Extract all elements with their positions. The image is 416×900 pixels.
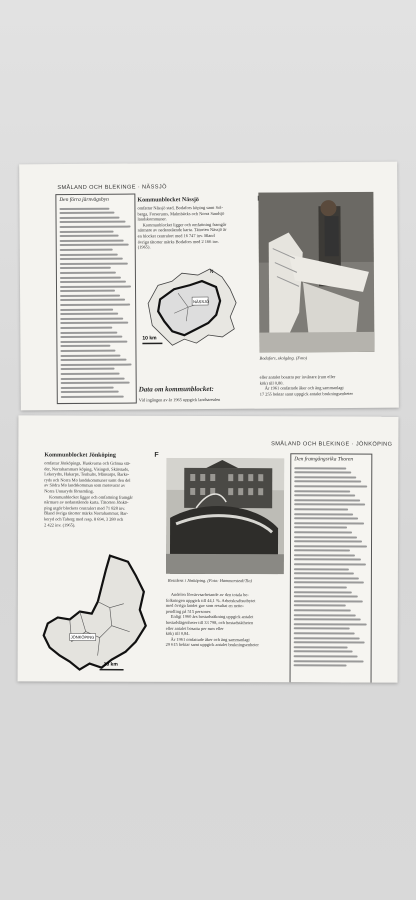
- map-scale-label: 10 km: [103, 661, 118, 668]
- text-line-placeholder: [294, 651, 353, 653]
- body-line: Kommunblocket ligger och omfattning framgår: [49, 494, 133, 500]
- text-line-placeholder: [294, 637, 360, 639]
- text-line-placeholder: [60, 235, 119, 237]
- body-line: med övriga landet gav som resultat en netto-: [165, 603, 244, 609]
- photo-residence: [166, 458, 284, 574]
- text-line-placeholder: [60, 327, 112, 329]
- text-line-placeholder: [60, 294, 120, 296]
- map-center-label: JÖNKÖPING: [70, 634, 95, 640]
- text-line-placeholder: [60, 258, 123, 260]
- map-nassjo: [138, 263, 245, 352]
- text-line-placeholder: [294, 559, 361, 561]
- text-line-placeholder: [294, 467, 346, 469]
- body-line: Enligt 1960 års bostadsräkning uppgick antalet: [170, 614, 254, 620]
- body-line: der, Norrahammars köping, Visingsö, Skärstads,: [44, 466, 130, 472]
- text-line-placeholder: [61, 373, 120, 375]
- text-line-placeholder: [294, 504, 365, 506]
- text-line-placeholder: [60, 253, 118, 255]
- sidebar-box: [290, 453, 373, 682]
- mid-column-text: [166, 592, 286, 648]
- text-line-placeholder: [294, 481, 361, 483]
- text-line-placeholder: [294, 531, 352, 533]
- text-line-placeholder: [60, 262, 128, 264]
- text-line-placeholder: [60, 345, 110, 347]
- section-body: [137, 205, 261, 251]
- text-line-placeholder: [294, 550, 350, 552]
- box-text: [56, 204, 135, 402]
- body-line: (1965).: [137, 244, 151, 250]
- text-line-placeholder: [60, 331, 117, 333]
- body-line: omfattar Jönköpings, Huskvarna och Gränna stä-: [44, 460, 131, 466]
- text-line-placeholder: [294, 499, 360, 501]
- box-title: Den framgångsrika Thoren: [294, 456, 354, 463]
- text-line-placeholder: [294, 655, 358, 657]
- text-line-placeholder: [60, 267, 111, 269]
- body-line: 2 422 inv. (1965).: [44, 521, 76, 528]
- text-line-placeholder: [294, 476, 356, 478]
- text-line-placeholder: [60, 249, 113, 251]
- page-header: SMÅLAND OCH BLEKINGE · JÖNKÖPING: [271, 441, 393, 448]
- text-line-placeholder: [61, 363, 132, 365]
- text-line-placeholder: [294, 586, 347, 588]
- sidebar-box: [55, 194, 136, 405]
- text-line-placeholder: [60, 285, 131, 287]
- body-line: Kommunblocket ligger och omfattning framgår: [142, 221, 227, 228]
- text-line-placeholder: [59, 207, 109, 209]
- text-line-placeholder: [60, 299, 125, 301]
- map-north-label: N: [209, 268, 214, 275]
- body-line: av Södra Mo landskommun som motsvarar av: [44, 482, 126, 489]
- text-line-placeholder: [294, 540, 362, 542]
- text-line-placeholder: [61, 368, 115, 370]
- section-body: [44, 460, 166, 528]
- text-line-placeholder: [294, 490, 350, 492]
- data-subheading: Data om kommunblocket:: [138, 384, 214, 394]
- body-line: Lekerydts, Hakarps, Tenhults, Månsarps, Barke-: [44, 471, 130, 477]
- text-line-placeholder: [60, 226, 131, 228]
- text-line-placeholder: [60, 272, 116, 274]
- text-line-placeholder: [294, 609, 351, 611]
- text-line-placeholder: [60, 221, 126, 223]
- text-line-placeholder: [294, 596, 358, 598]
- text-line-placeholder: [60, 336, 122, 338]
- text-line-placeholder: [61, 386, 114, 388]
- text-line-placeholder: [60, 322, 128, 324]
- body-line: en blocket centralort med 16 747 inv. Bland: [137, 232, 215, 239]
- body-line: 29 615 hektar samt uppgick antalet brukningsenheter: [165, 642, 259, 648]
- text-line-placeholder: [294, 614, 356, 616]
- text-line-placeholder: [60, 354, 120, 356]
- body-line: landskommuner.: [137, 216, 167, 222]
- box-title: Den förra järnvägsbyn: [59, 196, 109, 204]
- text-line-placeholder: [294, 591, 352, 593]
- text-line-placeholder: [294, 577, 359, 579]
- text-line-placeholder: [294, 660, 364, 662]
- text-line-placeholder: [60, 317, 123, 319]
- text-line-placeholder: [61, 359, 127, 361]
- text-line-placeholder: [60, 350, 115, 352]
- text-line-placeholder: [61, 382, 130, 384]
- text-line-placeholder: [294, 513, 353, 515]
- text-line-placeholder: [60, 276, 121, 278]
- text-line-placeholder: [60, 304, 130, 306]
- text-line-placeholder: [294, 600, 363, 602]
- section-title: Kommunblocket Jönköping: [44, 452, 116, 459]
- text-line-placeholder: [60, 308, 113, 310]
- body-line: folkningen uppgick till 44,1 %. Arbetskraftsutbytet: [165, 597, 256, 603]
- text-line-placeholder: [61, 377, 125, 379]
- body-line: berga, Forserums, Malmbäcks och Norra Sandsjö: [137, 210, 225, 217]
- bottom-text: Vid ingången av år 1965 uppgick landsarealen: [138, 396, 221, 403]
- page-header: SMÅLAND OCH BLEKINGE · NÄSSJÖ: [57, 184, 167, 192]
- body-line: Norra Unnaryds församling.: [44, 488, 94, 494]
- text-line-placeholder: [59, 212, 114, 214]
- body-line: År 1961 omfattade åker och äng sammanlagt: [170, 636, 250, 642]
- text-line-placeholder: [294, 664, 347, 666]
- box-text: [291, 463, 372, 670]
- text-line-placeholder: [60, 216, 120, 218]
- page-jonkoping: [18, 415, 399, 682]
- text-line-placeholder: [294, 632, 355, 634]
- right-column-text: [260, 374, 378, 397]
- body-line: pendling på 515 personer.: [165, 608, 212, 614]
- text-line-placeholder: [294, 641, 365, 643]
- body-line: Andelen förvärvsarbetande av den totala be-: [170, 591, 249, 598]
- text-line-placeholder: [294, 494, 355, 496]
- text-line-placeholder: [294, 623, 367, 625]
- text-line-placeholder: [294, 646, 348, 648]
- section-letter: F: [154, 451, 159, 459]
- body-line: kök) till 0,84.: [165, 631, 190, 637]
- body-line: Bland övriga tätorter märks Norrahammar, Bar-: [44, 510, 128, 517]
- text-line-placeholder: [61, 396, 124, 398]
- text-line-placeholder: [294, 618, 361, 620]
- text-line-placeholder: [294, 508, 348, 510]
- text-line-placeholder: [60, 230, 114, 232]
- text-line-placeholder: [60, 340, 127, 342]
- body-line: övriga tätorter märks Bodafors med 2 166 inv.: [137, 238, 219, 245]
- text-line-placeholder: [294, 485, 367, 487]
- body-line: År 1961 omfattade åker och äng sammanlagt: [264, 385, 344, 391]
- body-line: kök) till 0,80.: [259, 380, 284, 386]
- map-center-label: NÄSSJÖ: [193, 298, 210, 305]
- body-line: 17 255 hektar samt uppgick antalet brukningsenheter: [259, 390, 353, 397]
- text-line-placeholder: [60, 239, 124, 241]
- photo-caption: Residens i Jönköping. (Foto: Hammarstedt/Tio): [167, 577, 252, 584]
- body-line: omfattar Nässjö stad, Bodafors köping samt Sol-: [137, 204, 223, 211]
- body-line: närmare av nedanstående karta. Tätorten Nässjö är: [137, 227, 227, 233]
- text-line-placeholder: [294, 628, 350, 630]
- body-line: eller antalet bosatta per invånare (rum eller: [259, 374, 336, 380]
- text-line-placeholder: [294, 536, 357, 538]
- text-line-placeholder: [294, 605, 346, 607]
- photo-caption: Bodafors, skolgång. (Foto): [259, 355, 308, 361]
- text-line-placeholder: [294, 568, 349, 570]
- map-scale-label: 10 km: [142, 335, 157, 342]
- text-line-placeholder: [294, 573, 354, 575]
- photo-woodworker: [258, 192, 374, 353]
- text-line-placeholder: [294, 471, 351, 473]
- section-title: Kommunblocket Nässjö: [137, 197, 199, 204]
- text-line-placeholder: [60, 244, 129, 246]
- text-line-placeholder: [60, 313, 118, 315]
- text-line-placeholder: [294, 527, 347, 529]
- text-line-placeholder: [61, 391, 119, 393]
- text-line-placeholder: [294, 522, 364, 524]
- text-line-placeholder: [294, 554, 355, 556]
- text-line-placeholder: [294, 517, 358, 519]
- body-line: närmare av nedanstående karta. Tätorten Jönkö-: [44, 499, 129, 505]
- map-jonkoping: [40, 551, 160, 675]
- page-nassjo: [19, 162, 399, 411]
- text-line-placeholder: [60, 290, 115, 292]
- body-line: eller antalet bosatta per rum eller: [165, 625, 224, 631]
- text-line-placeholder: [294, 563, 366, 565]
- text-line-placeholder: [294, 582, 364, 584]
- body-line: bostadslägenheter till 33 798, och bostadstätheten: [165, 619, 254, 626]
- body-line: ping utgör blockets centralort med 71 828 inv.: [44, 505, 126, 511]
- body-line: ryds och Norra Mo landskommuner samt den del: [44, 477, 131, 483]
- body-line: keryd och Taberg med resp. 8 694, 3 280 och: [44, 516, 124, 522]
- text-line-placeholder: [60, 281, 126, 283]
- text-line-placeholder: [294, 545, 367, 547]
